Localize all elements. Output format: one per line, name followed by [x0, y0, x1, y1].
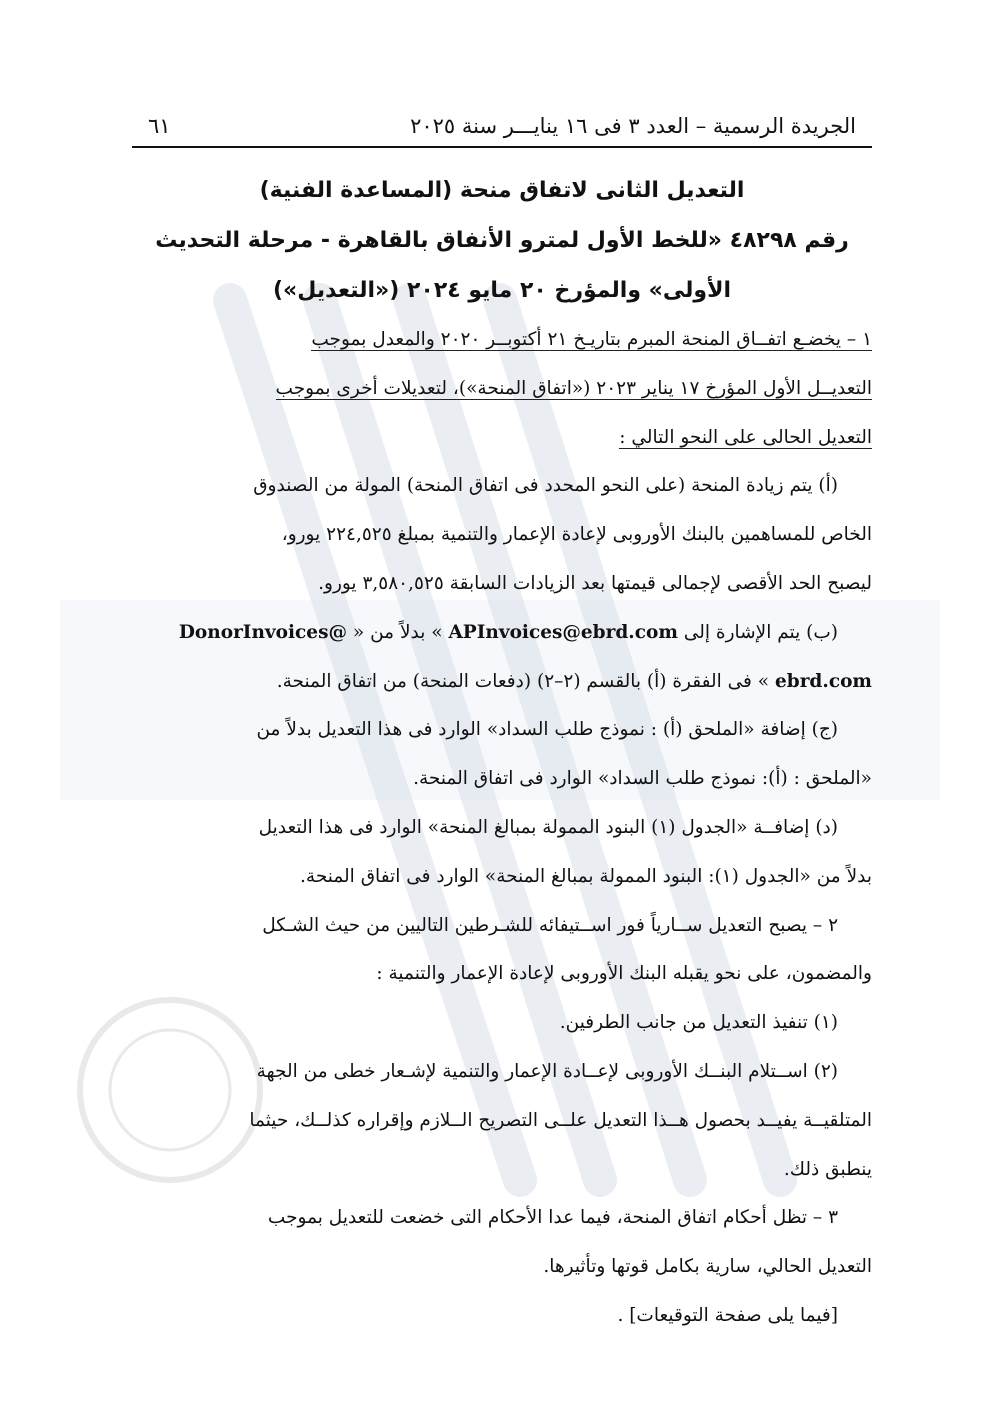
- article-1: [132, 316, 872, 462]
- clause-b-prefix: (ب) يتم الإشارة إلى: [683, 621, 838, 643]
- running-title: الجريدة الرسمية – العدد ٣ فى ١٦ ينايـــر سنة ٢٠٢٥: [410, 114, 856, 138]
- article-2-line-1: ٢ – يصبح التعديل ســارياً فور اســتيفائه للشـرطين التاليين من حيث الشـكل: [262, 914, 838, 936]
- article-3: [132, 1194, 872, 1292]
- condition-2-line-3: ينطبق ذلك.: [783, 1158, 872, 1180]
- document-title: [132, 166, 872, 316]
- clause-a-line-3: ليصبح الحد الأقصى لإجمالى قيمتها بعد الزيادات السابقة ٣,٥٨٠,٥٢٥ يورو.: [318, 572, 872, 594]
- article-2-line-2: والمضمون، على نحو يقبله البنك الأوروبى لإعادة الإعمار والتنمية :: [376, 963, 872, 985]
- closing-note: [فيما يلى صفحة التوقيعات] .: [617, 1304, 838, 1326]
- condition-2-line-2: المتلقيــة يفيــد بحصول هــذا التعديل علــى التصريح الــلازم وإقراره كذلــك، حيثما: [249, 1109, 872, 1131]
- clause-a: [132, 462, 872, 608]
- clause-a-line-1: (أ) يتم زيادة المنحة (على النحو المحدد فى اتفاق المنحة) المولة من الصندوق: [253, 475, 838, 497]
- article-1-line-2: التعديــل الأول المؤرخ ١٧ يناير ٢٠٢٣ («اتفاق المنحة»)، لتعديلات أخرى بموجب: [275, 377, 872, 399]
- clause-c: [132, 706, 872, 804]
- clause-b-line-2: [132, 658, 872, 707]
- email-donorinvoices-part1: DonorInvoices@: [178, 621, 347, 643]
- title-line-2: رقم ٤٨٢٩٨ «للخط الأول لمترو الأنفاق بالقاهرة - مرحلة التحديث: [155, 228, 849, 253]
- clause-b-rest: » فى الفقرة (أ) بالقسم (٢–٢) (دفعات المنحة) من اتفاق المنحة.: [276, 670, 770, 692]
- article-1-line-3: التعديل الحالى على النحو التالي :: [619, 426, 872, 448]
- article-1-line-1: ١ – يخضـع اتفــاق المنحة المبرم بتاريـخ ٢١ أكتوبــر ٢٠٢٠ والمعدل بموجب: [311, 329, 872, 350]
- document-page: [132, 110, 872, 1341]
- clause-b-line-1: [132, 609, 872, 658]
- condition-2-line-1: (٢) اســتلام البنــك الأوروبى لإعــادة الإعمار والتنمية لإشـعار خطى من الجهة: [256, 1060, 838, 1082]
- article-3-line-1: ٣ – تظل أحكام اتفاق المنحة، فيما عدا الأحكام التى خضعت للتعديل بموجب: [267, 1207, 838, 1229]
- clause-b-mid: » بدلاً من «: [352, 621, 443, 643]
- clause-b: [132, 609, 872, 707]
- title-line-3: الأولى» والمؤرخ ٢٠ مايو ٢٠٢٤ («التعديل»): [272, 278, 732, 303]
- article-2: [132, 902, 872, 1195]
- clause-d-line-2: بدلاً من «الجدول (١): البنود الممولة بمبالغ المنحة» الوارد فى اتفاق المنحة.: [300, 865, 872, 887]
- article-3-line-2: التعديل الحالي، سارية بكامل قوتها وتأثيرها.: [543, 1256, 872, 1278]
- clause-a-line-2: الخاص للمساهمين بالبنك الأوروبى لإعادة الإعمار والتنمية بمبلغ ٢٢٤,٥٢٥ يورو،: [281, 524, 872, 546]
- page-number: ٦١: [148, 114, 171, 138]
- email-donorinvoices-part2: ebrd.com: [774, 670, 872, 692]
- clause-c-line-1: (ج) إضافة «الملحق (أ) : نموذج طلب السداد» الوارد فى هذا التعديل بدلاً من: [256, 719, 838, 741]
- condition-1: (١) تنفيذ التعديل من جانب الطرفين.: [559, 1012, 838, 1034]
- clause-d: [132, 804, 872, 902]
- title-line-1: التعديل الثانى لاتفاق منحة (المساعدة الفنية): [259, 178, 745, 203]
- email-apinvoices: APInvoices@ebrd.com: [448, 621, 678, 643]
- clause-c-line-2: «الملحق : (أ): نموذج طلب السداد» الوارد فى اتفاق المنحة.: [413, 768, 872, 790]
- clause-d-line-1: (د) إضافــة «الجدول (١) البنود الممولة بمبالغ المنحة» الوارد فى هذا التعديل: [258, 816, 838, 838]
- page-header: [132, 110, 872, 148]
